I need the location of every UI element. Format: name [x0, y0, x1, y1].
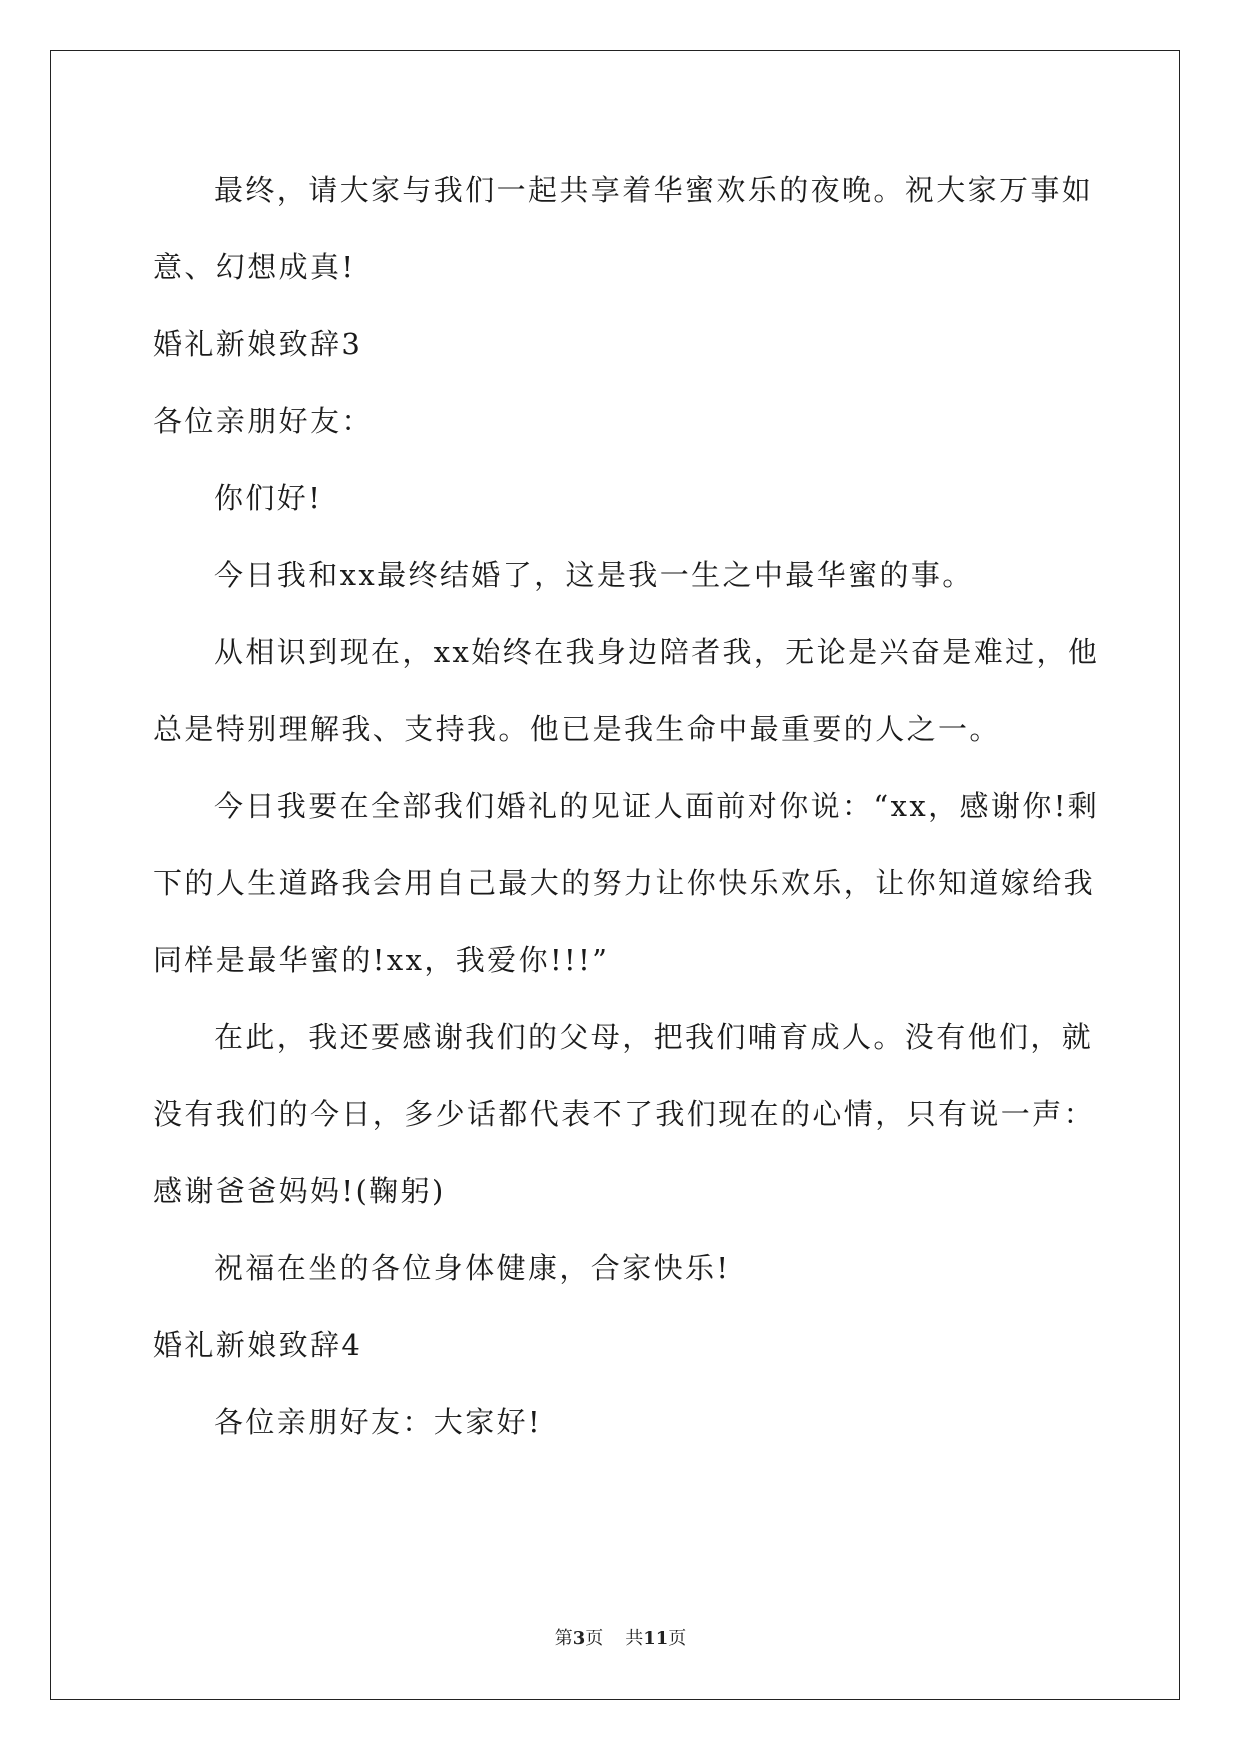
- paragraph-line: 祝福在坐的各位身体健康，合家快乐!: [214, 1251, 731, 1285]
- paragraph-line: 同样是最华蜜的!xx，我爱你!!!”: [153, 943, 610, 977]
- page-number: 3: [572, 1628, 586, 1649]
- paragraph-line: 今日我要在全部我们婚礼的见证人面前对你说：“xx，感谢你!剩: [214, 789, 1100, 823]
- total-pages: 11: [643, 1628, 669, 1649]
- paragraph-line: 今日我和xx最终结婚了，这是我一生之中最华蜜的事。: [214, 558, 974, 592]
- paragraph-line: 下的人生道路我会用自己最大的努力让你快乐欢乐，让你知道嫁给我: [153, 866, 1096, 900]
- paragraph-line: 各位亲朋好友：大家好!: [214, 1405, 543, 1439]
- total-label-prefix: 共: [625, 1628, 644, 1649]
- paragraph-line: 从相识到现在，xx始终在我身边陪者我，无论是兴奋是难过，他: [214, 635, 1100, 669]
- paragraph-line: 没有我们的今日，多少话都代表不了我们现在的心情，只有说一声：: [153, 1097, 1096, 1131]
- section-heading: 婚礼新娘致辞4: [153, 1328, 363, 1362]
- paragraph-line: 意、幻想成真!: [153, 250, 356, 284]
- page-footer: [0, 1628, 1241, 1650]
- page-label-suffix: 页: [585, 1628, 604, 1649]
- page-label-prefix: 第: [554, 1628, 573, 1649]
- section-heading: 婚礼新娘致辞3: [153, 327, 363, 361]
- paragraph-line: 感谢爸爸妈妈!(鞠躬): [153, 1174, 446, 1208]
- paragraph-line: 在此，我还要感谢我们的父母，把我们哺育成人。没有他们，就: [214, 1020, 1094, 1054]
- paragraph-line: 总是特别理解我、支持我。他已是我生命中最重要的人之一。: [153, 712, 1001, 746]
- salutation: 各位亲朋好友：: [153, 404, 373, 438]
- paragraph-line: 最终，请大家与我们一起共享着华蜜欢乐的夜晚。祝大家万事如: [214, 173, 1094, 207]
- paragraph-line: 你们好!: [214, 481, 323, 515]
- total-label-suffix: 页: [668, 1628, 687, 1649]
